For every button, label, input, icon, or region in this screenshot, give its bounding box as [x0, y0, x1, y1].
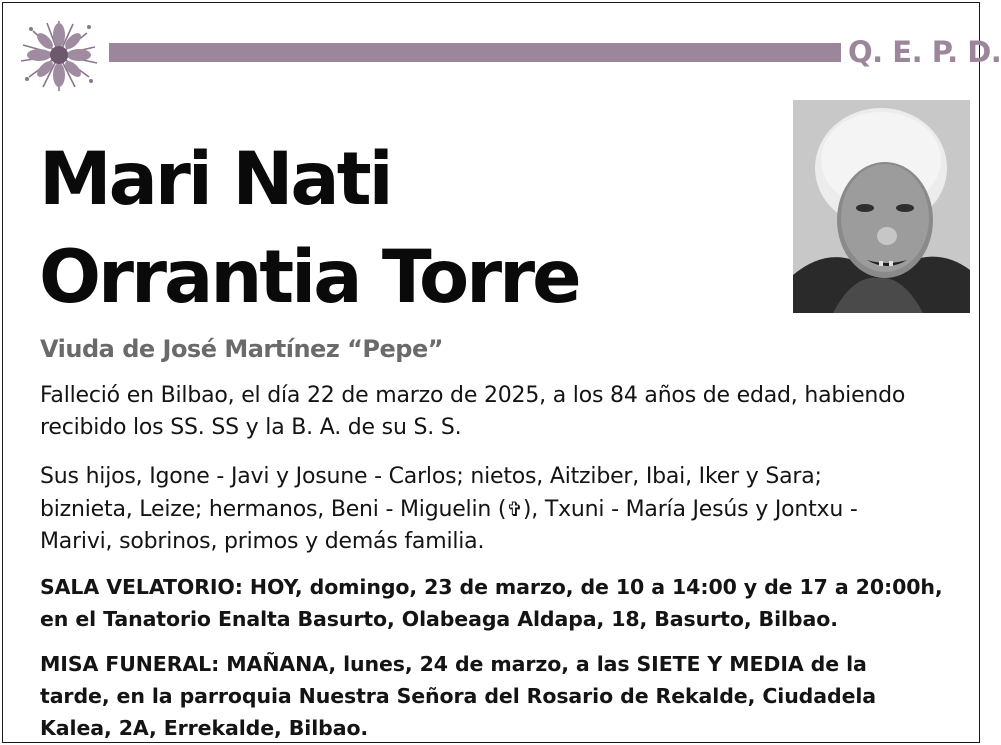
wake-paragraph	[40, 571, 960, 635]
wake-line-2: en el Tanatorio Enalta Basurto, Olabeaga Aldapa, 18, Basurto, Bilbao.	[40, 607, 838, 631]
deceased-name-line-2: Orrantia Torre	[39, 235, 579, 320]
flower-icon	[17, 15, 103, 93]
portrait-photo	[793, 100, 970, 313]
obituary-notice	[2, 2, 1001, 743]
death-paragraph	[40, 380, 960, 444]
qepd-label: Q. E. P. D.	[848, 35, 1001, 69]
cross-icon: ✞	[506, 497, 523, 521]
family-line-3: Marivi, sobrinos, primos y demás familia.	[40, 529, 485, 554]
header-bar	[109, 43, 841, 62]
family-line-2-start: biznieta, Leize; hermanos, Beni - Miguelin (	[40, 497, 507, 522]
widow-of-subtitle: Viuda de José Martínez “Pepe”	[40, 335, 444, 363]
family-line-2-end: ), Txuni - María Jesús y Jontxu -	[522, 497, 858, 522]
portrait-image	[793, 100, 970, 313]
death-line-2: recibido los SS. SS y la B. A. de su S. S.	[40, 415, 462, 440]
deceased-name-line-1: Mari Nati	[39, 137, 391, 222]
death-line-1: Falleció en Bilbao, el día 22 de marzo de 2025, a los 84 años de edad, habiendo	[40, 383, 906, 408]
mass-line-2: tarde, en la parroquia Nuestra Señora del Rosario de Rekalde, Ciudadela	[40, 684, 877, 708]
mass-line-1: MISA FUNERAL: MAÑANA, lunes, 24 de marzo, a las SIETE Y MEDIA de la	[40, 652, 867, 676]
mass-line-3: Kalea, 2A, Errekalde, Bilbao.	[40, 716, 369, 740]
funeral-mass-paragraph	[40, 648, 960, 744]
family-line-1: Sus hijos, Igone - Javi y Josune - Carlos; nietos, Aitziber, Ibai, Iker y Sara;	[40, 464, 822, 489]
deceased-name	[39, 131, 579, 327]
family-line-2	[40, 493, 960, 526]
wake-line-1: SALA VELATORIO: HOY, domingo, 23 de marzo, de 10 a 14:00 y de 17 a 20:00h,	[40, 575, 943, 599]
family-paragraph	[40, 461, 960, 558]
